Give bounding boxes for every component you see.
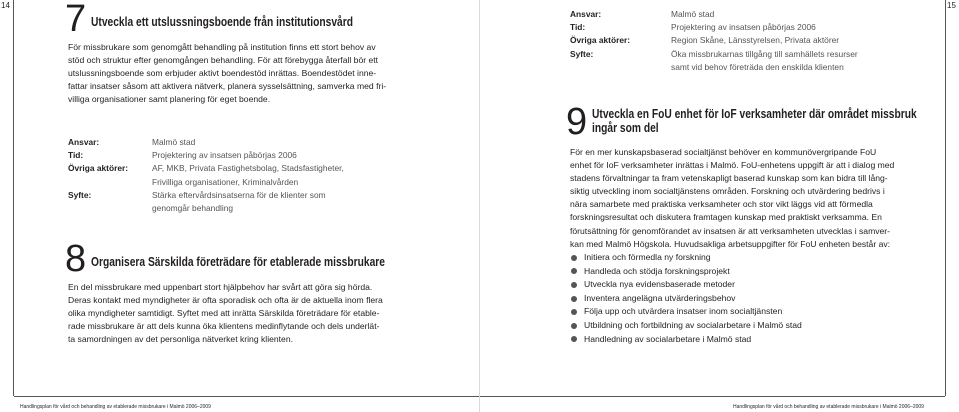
right-page-number: 15 xyxy=(947,1,956,10)
section-8-number: 8 xyxy=(65,238,86,280)
list-item xyxy=(571,305,802,319)
bullet-icon xyxy=(571,336,577,342)
ansvar-label: Ansvar: xyxy=(570,9,602,19)
page-spine xyxy=(479,0,480,412)
right-footer-rule xyxy=(480,396,945,397)
section-9-body-line: kan med Malmö Högskola. Huvudsakliga arbetsuppgifter för FoU enheten består av: xyxy=(570,238,891,249)
right-footer: Handlingsplan för vård och behandling av etablerade missbrukare i Malmö 2006–2009 xyxy=(733,404,924,410)
fou-tasks-list xyxy=(571,251,802,346)
list-item xyxy=(571,333,802,347)
list-item xyxy=(571,265,802,279)
list-item-text: Handledning av socialarbetare i Malmö stad xyxy=(584,333,752,344)
section-7-body xyxy=(68,41,413,106)
section-9-body-line: nära samarbete med praktiska verksamheter och stor vikt läggs vid att förmedla xyxy=(570,199,873,210)
section-7-title: Utveckla ett utslussningsboende från institutionsvård xyxy=(91,15,354,29)
section-7-body-line: villiga organisationer samt planering för eget boende. xyxy=(68,94,271,105)
section-9-title-line-2: ingår som del xyxy=(592,121,659,135)
section-8-body-line: En del missbrukare med uppenbart stort hjälpbehov har svårt att göra sig hörda. xyxy=(68,282,373,292)
ovriga-value: Region Skåne, Länsstyrelsen, Privata aktörer xyxy=(671,35,840,46)
info-row-syfte xyxy=(68,189,344,215)
info-row-syfte xyxy=(570,48,858,74)
left-page-number: 14 xyxy=(1,1,10,10)
section-8-body-line: rade missbrukare är att dels kunna öka klientens medinflytande och dels underlät- xyxy=(68,321,380,332)
ovriga-label: Övriga aktörer: xyxy=(68,163,129,174)
section-8-heading xyxy=(65,238,450,280)
section-9-body-line: För en mer kunskapsbaserad socialtjänst behöver en kommunövergripande FoU xyxy=(570,147,877,157)
section-8-body-line: olika myndigheter samtidigt. Syftet med att inrätta Särskilda företrädare för etable- xyxy=(68,308,380,319)
list-item xyxy=(571,292,802,306)
syfte-label: Syfte: xyxy=(68,189,92,200)
section-9-body-line: forskningsresultat och diskutera framtagen kunskap med praktiskt verksamma. En xyxy=(570,212,882,223)
left-footer: Handlingsplan för vård och behandling av etablerade missbrukare i Malmö 2006–2009 xyxy=(20,404,211,410)
ovriga-value-1: AF, MKB, Privata Fastighetsbolag, Stadsfastigheter, xyxy=(152,163,344,174)
bullet-icon xyxy=(571,323,577,329)
section-7-body-line: fattar insatser såsom att aktivera nätverk, planera sysselsättning, samverka med fri- xyxy=(68,81,387,92)
info-row-ovriga xyxy=(570,34,858,47)
left-page-margin-rule xyxy=(0,0,14,396)
info-row-ansvar xyxy=(68,136,344,149)
ansvar-label: Ansvar: xyxy=(68,137,100,147)
list-item-text: Handleda och stödja forskningsprojekt xyxy=(584,265,730,276)
section-7-number: 7 xyxy=(65,0,86,40)
info-row-ovriga xyxy=(68,162,344,188)
syfte-value-1: Öka missbrukarnas tillgång till samhällets resurser xyxy=(671,48,858,59)
section-8-info-block xyxy=(570,8,858,74)
section-7-info-block xyxy=(68,136,344,215)
section-7-body-line: utslussningsboende som erbjuder aktivt boendestöd inrättas. Boendestödet inne- xyxy=(68,68,377,79)
tid-label: Tid: xyxy=(570,22,586,33)
ansvar-value: Malmö stad xyxy=(671,9,715,19)
section-8-body-line: ta samordningen av det personliga nätverket kring klienten. xyxy=(68,334,294,345)
info-row-tid xyxy=(570,21,858,34)
section-8-title: Organisera Särskilda företrädare för etablerade missbrukare xyxy=(91,255,386,269)
section-9-heading xyxy=(566,101,959,143)
syfte-value-2: samt vid behov företräda den enskilda klienten xyxy=(671,61,844,72)
bullet-icon xyxy=(571,255,577,261)
list-item-text: Utveckla nya evidensbaserade metoder xyxy=(584,279,735,290)
bullet-icon xyxy=(571,282,577,288)
bullet-icon xyxy=(571,309,577,315)
list-item xyxy=(571,251,802,265)
section-9-title-line-1: Utveckla en FoU enhet för IoF verksamheter där området missbruk xyxy=(592,107,917,121)
info-row-ansvar xyxy=(570,8,858,21)
section-8-body xyxy=(68,281,413,346)
list-item-text: Initiera och förmedla ny forskning xyxy=(584,252,711,262)
tid-value: Projektering av insatsen påbörjas 2006 xyxy=(671,22,816,33)
right-page-margin-rule xyxy=(945,0,959,396)
list-item-text: Utbildning och fortbildning av socialarbetare i Malmö stad xyxy=(584,319,802,330)
section-8-body-line: Deras kontakt med myndigheter är ofta sporadisk och ofta är de aktuella inom flera xyxy=(68,295,383,306)
section-7-heading xyxy=(65,0,411,40)
section-9-body-line: förutsättning för genomförandet av insatsen är att verksamheten utvecklas i samver- xyxy=(570,225,891,236)
bullet-icon xyxy=(571,296,577,302)
section-9-body-line: enhet för IoF verksamheter inrättas i Malmö. FoU-enhetens uppgift är att i dialog med xyxy=(570,160,895,171)
left-footer-rule xyxy=(14,396,479,397)
section-9-body-line: siktig utveckling inom socialtjänstens områden. Forskning och utvärdering bedrivs i xyxy=(570,186,885,197)
bullet-icon xyxy=(571,268,577,274)
syfte-value-1: Stärka eftervårdsinsatserna för de klienter som xyxy=(152,189,326,200)
list-item xyxy=(571,278,802,292)
ovriga-value-2: Frivilliga organisationer, Kriminalvården xyxy=(152,176,299,187)
section-7-body-line: stöd och struktur efter genomgången behandling. För att förebygga återfall bör ett xyxy=(68,55,379,66)
section-9-body-line: stadens förvaltningar ta fram vetenskapligt baserad kunskap som kan bidra till lång- xyxy=(570,173,888,184)
syfte-label: Syfte: xyxy=(570,48,594,59)
ovriga-label: Övriga aktörer: xyxy=(570,35,631,46)
section-9-body xyxy=(570,146,920,251)
list-item-text: Följa upp och utvärdera insatser inom socialtjänsten xyxy=(584,306,783,317)
ansvar-value: Malmö stad xyxy=(152,137,196,147)
section-9-number: 9 xyxy=(566,101,587,143)
list-item xyxy=(571,319,802,333)
info-row-tid xyxy=(68,149,344,162)
syfte-value-2: genomgår behandling xyxy=(152,203,234,214)
list-item-text: Inventera angelägna utvärderingsbehov xyxy=(584,292,736,303)
tid-label: Tid: xyxy=(68,150,84,161)
tid-value: Projektering av insatsen påbörjas 2006 xyxy=(152,150,297,161)
section-7-body-line: För missbrukare som genomgått behandling på institution finns ett stort behov av xyxy=(68,42,376,52)
